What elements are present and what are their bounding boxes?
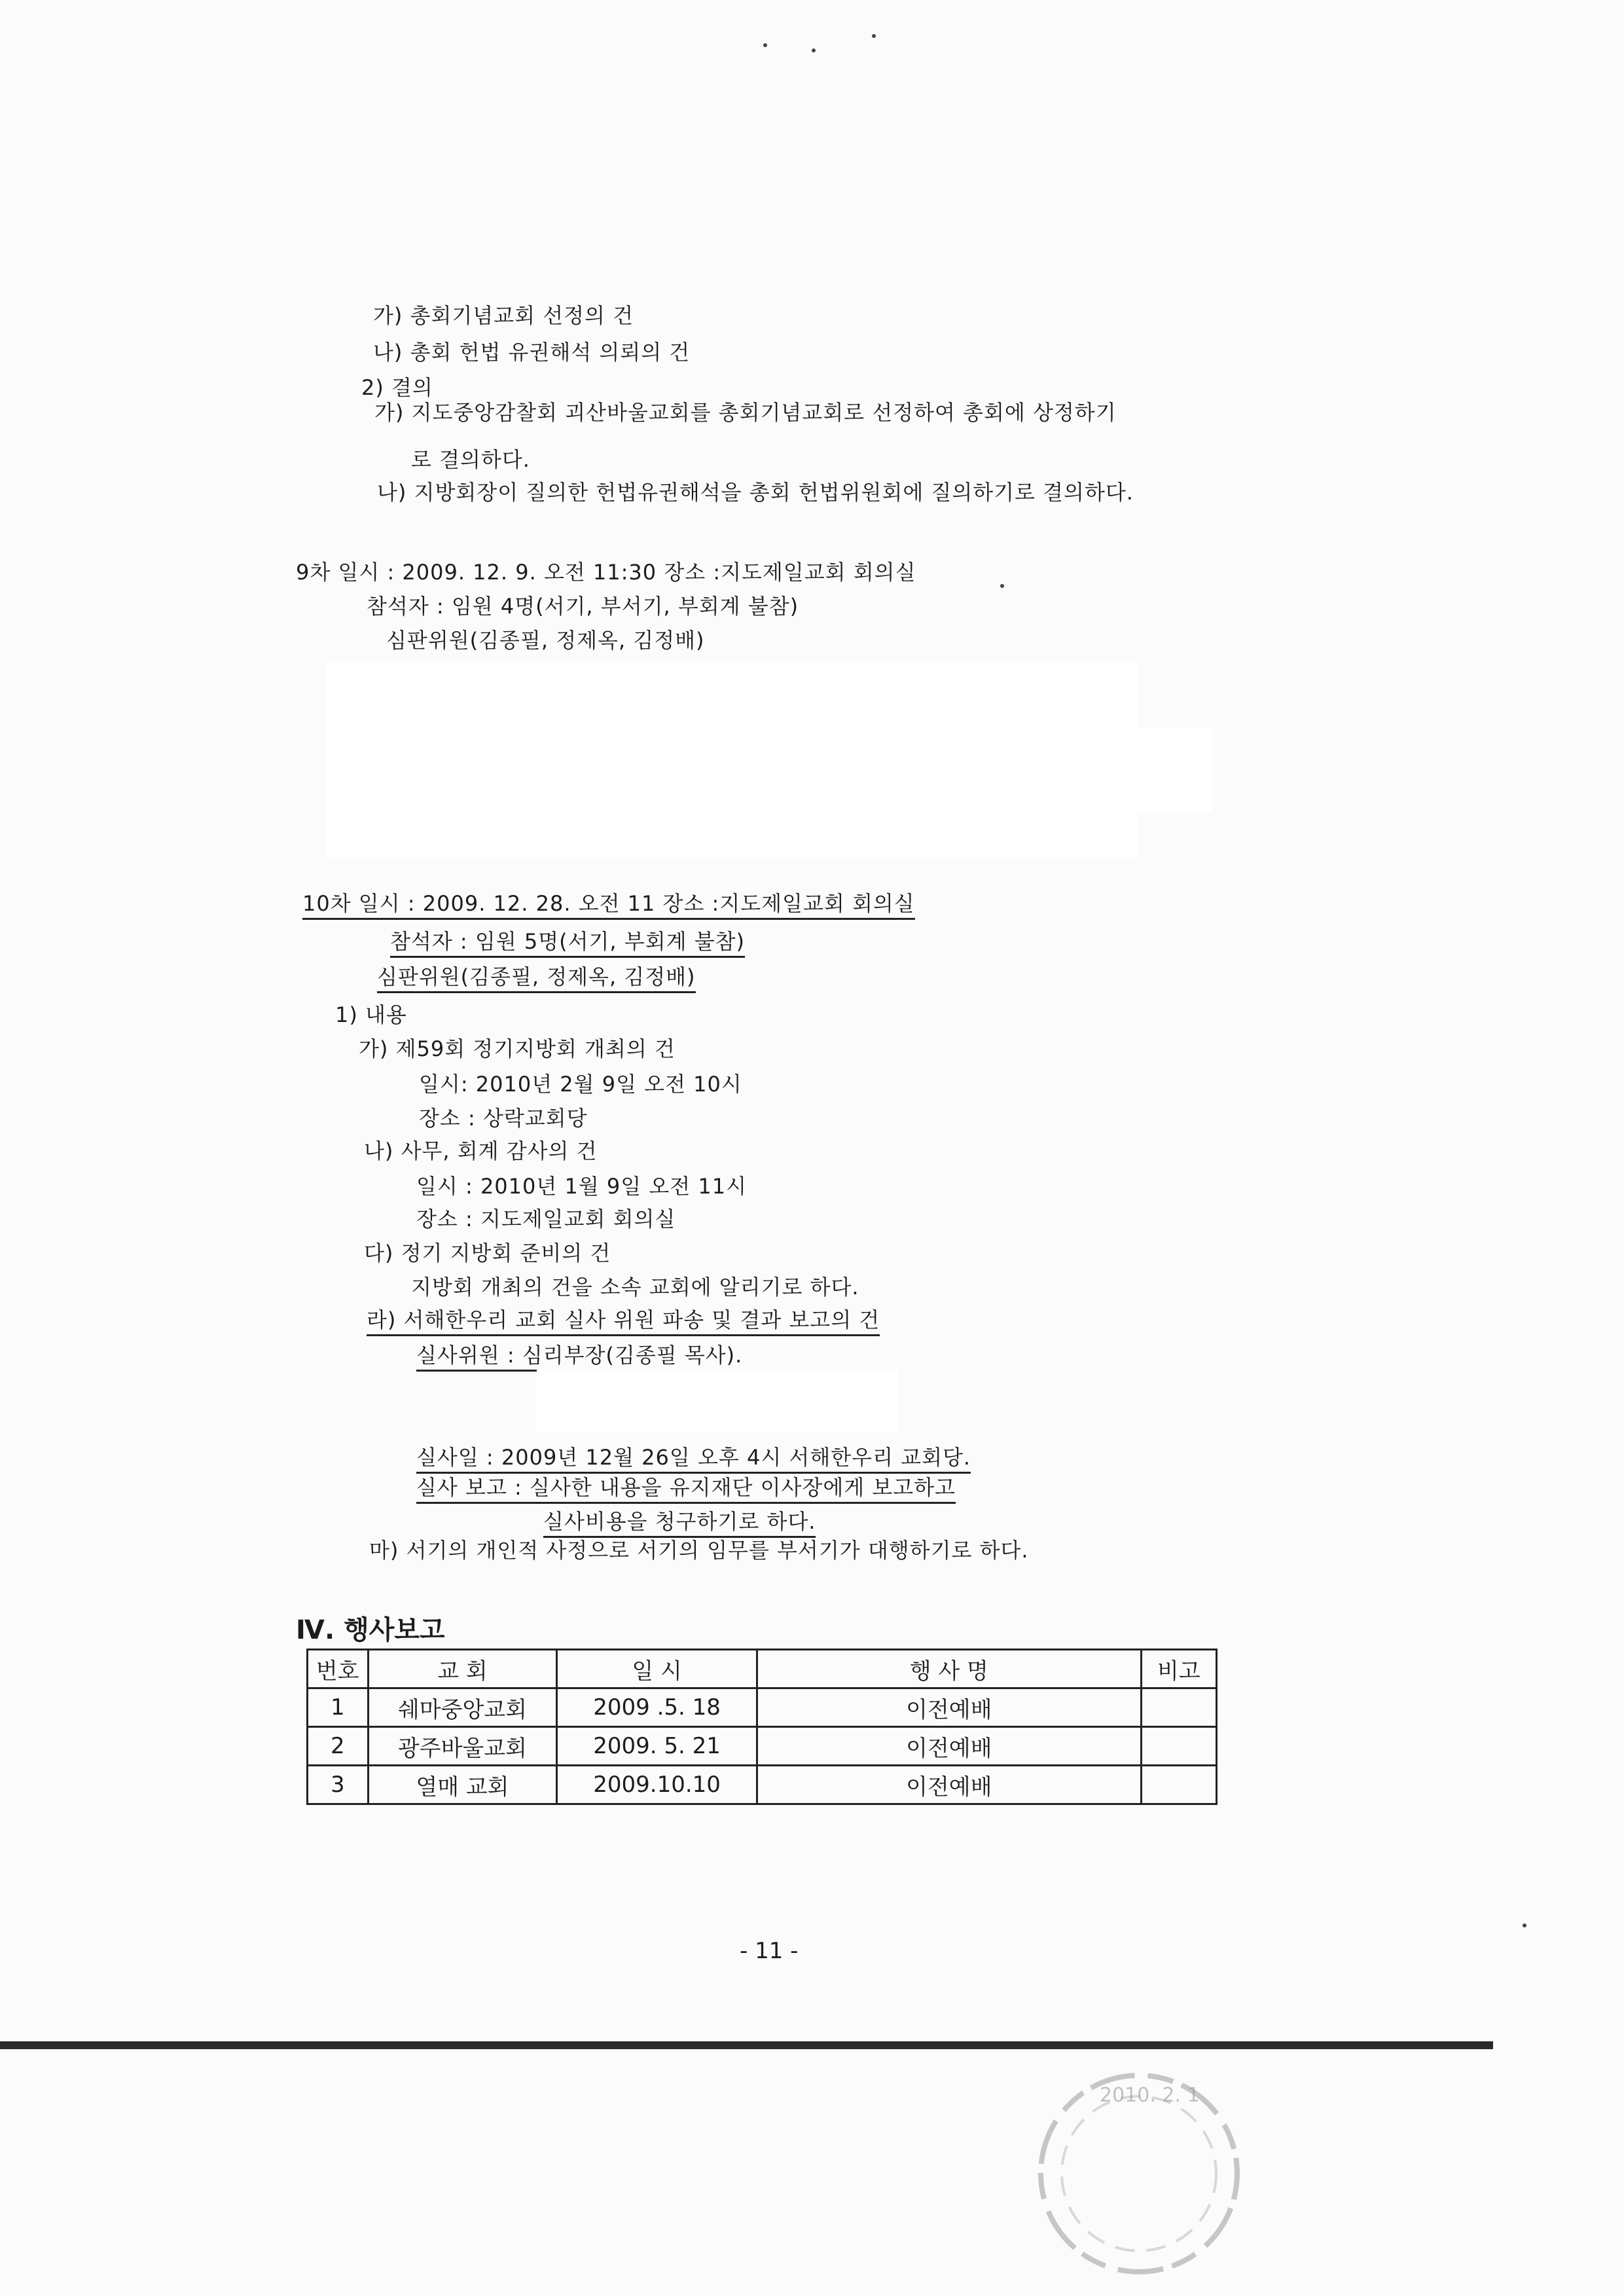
agenda-item-memorial-church: 가) 총회기념교회 선정의 건: [373, 303, 634, 328]
header-event-name: 행 사 명: [757, 1650, 1141, 1688]
bottom-rule: [0, 2041, 1493, 2049]
meeting-9-attendees: 참석자 : 임원 4명(서기, 부서기, 부회계 불참): [367, 594, 799, 619]
agenda-item-constitution-query: 나) 총회 헌법 유권해석 의뢰의 건: [373, 340, 691, 365]
item-general-assembly-place: 장소 : 상락교회당: [419, 1106, 588, 1131]
item-audit: 나) 사무, 회계 감사의 건: [364, 1139, 598, 1163]
events-table: [306, 1649, 1218, 1805]
meeting-9-judges: 심판위원(김종필, 정제옥, 김정배): [386, 628, 705, 653]
item-inspection: 라) 서해한우리 교회 실사 위원 파송 및 결과 보고의 건: [367, 1307, 880, 1336]
row-event-name: 이전예배: [757, 1727, 1141, 1766]
resolution-item-b: 나) 지방회장이 질의한 헌법유권해석을 총회 헌법위원회에 질의하기로 결의하다.: [377, 480, 1134, 505]
scan-speck: [1000, 584, 1004, 588]
row-number: 1: [308, 1688, 369, 1727]
item-inspection-report-cont: 실사비용을 청구하기로 하다.: [543, 1508, 816, 1538]
item-preparation: 다) 정기 지방회 준비의 건: [364, 1241, 611, 1266]
seal-stamp: [1028, 2062, 1250, 2285]
meeting-10-attendees: 참석자 : 임원 5명(서기, 부회계 불참): [390, 928, 745, 958]
item-general-assembly-date: 일시: 2010년 2월 9일 오전 10시: [419, 1072, 742, 1097]
resolution-item-a-cont: 로 결의하다.: [411, 447, 530, 472]
item-preparation-detail: 지방회 개최의 건을 소속 교회에 알리기로 하다.: [411, 1275, 859, 1300]
header-date: 일 시: [557, 1650, 757, 1688]
row-date: 2009 .5. 18: [557, 1688, 757, 1727]
item-audit-place: 장소 : 지도제일교회 회의실: [416, 1207, 676, 1231]
table-row: [308, 1766, 1217, 1804]
table-row: [308, 1688, 1217, 1727]
table-row: [308, 1727, 1217, 1766]
item-secretary-duty: 마) 서기의 개인적 사정으로 서기의 임무를 부서기가 대행하기로 하다.: [369, 1538, 1029, 1563]
row-event-name: 이전예배: [757, 1688, 1141, 1727]
item-inspection-committee: 실사위원 : 심리부장(김종필 목사).: [416, 1342, 742, 1372]
header-church: 교 회: [368, 1650, 557, 1688]
svg-text:2010. 2. 1: 2010. 2. 1: [1100, 2084, 1200, 2107]
row-church: 열매 교회: [368, 1766, 557, 1804]
row-remarks: [1141, 1766, 1216, 1804]
row-date: 2009. 5. 21: [557, 1727, 757, 1766]
meeting-10-judges: 심판위원(김종필, 정제옥, 김정배): [377, 964, 696, 993]
page-number: - 11 -: [740, 1938, 799, 1964]
row-date: 2009.10.10: [557, 1766, 757, 1804]
table-header-row: [308, 1650, 1217, 1688]
redacted-block: [326, 663, 1138, 859]
row-remarks: [1141, 1688, 1216, 1727]
header-number: 번호: [308, 1650, 369, 1688]
resolution-heading: 2) 결의: [361, 375, 433, 400]
row-church: 광주바울교회: [368, 1727, 557, 1766]
row-event-name: 이전예배: [757, 1766, 1141, 1804]
item-inspection-report: 실사 보고 : 실사한 내용을 유지재단 이사장에게 보고하고: [416, 1474, 956, 1504]
item-audit-date: 일시 : 2010년 1월 9일 오전 11시: [416, 1174, 747, 1199]
header-remarks: 비고: [1141, 1650, 1216, 1688]
row-remarks: [1141, 1727, 1216, 1766]
scan-speck: [1523, 1923, 1526, 1927]
meeting-9-header: 9차 일시 : 2009. 12. 9. 오전 11:30 장소 :지도제일교회 회의실: [296, 560, 916, 585]
row-church: 쉐마중앙교회: [368, 1688, 557, 1727]
redacted-block-small: [537, 1370, 898, 1432]
redacted-block-extension: [1113, 728, 1212, 813]
row-number: 3: [308, 1766, 369, 1804]
events-section-title: Ⅳ. 행사보고: [296, 1615, 445, 1645]
scan-speck: [763, 43, 767, 47]
meeting-10-header: 10차 일시 : 2009. 12. 28. 오전 11 장소 :지도제일교회 회의실: [302, 890, 915, 920]
scan-speck: [812, 48, 816, 52]
scan-speck: [872, 34, 876, 38]
item-general-assembly: 가) 제59회 정기지방회 개최의 건: [359, 1036, 676, 1061]
content-heading: 1) 내용: [335, 1002, 407, 1027]
resolution-item-a: 가) 지도중앙감찰회 괴산바울교회를 총회기념교회로 선정하여 총회에 상정하기: [374, 400, 1117, 425]
row-number: 2: [308, 1727, 369, 1766]
item-inspection-date: 실사일 : 2009년 12월 26일 오후 4시 서해한우리 교회당.: [416, 1444, 971, 1474]
